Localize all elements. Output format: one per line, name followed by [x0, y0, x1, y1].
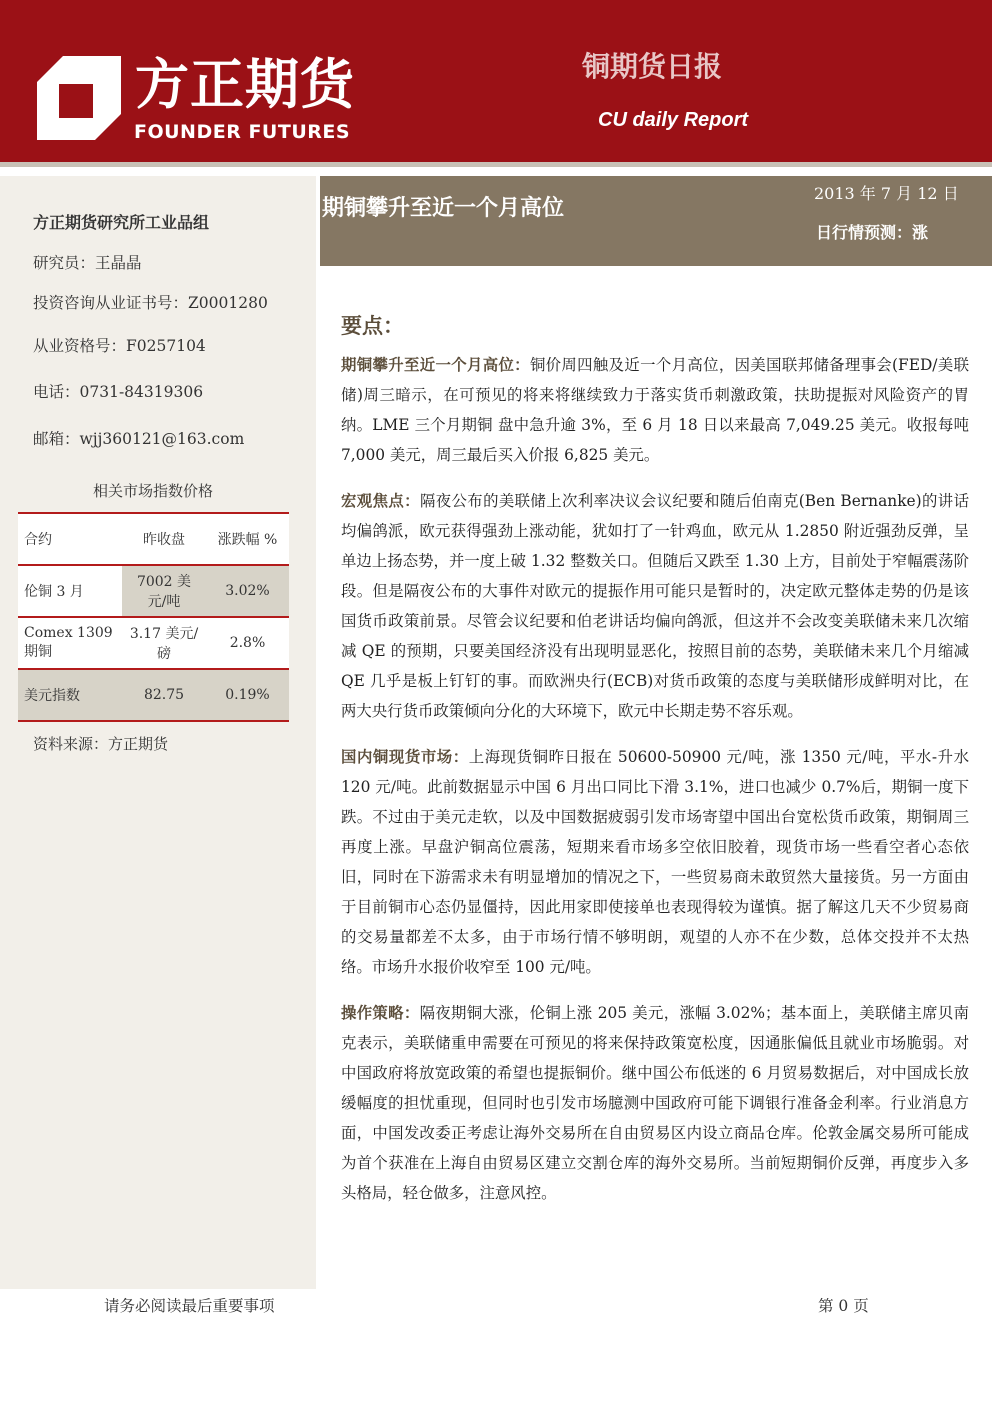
license-number: 投资咨询从业证书号：Z0001280 [33, 294, 268, 312]
row-change: 3.02% [206, 565, 289, 617]
row-close: 3.17 美元/磅 [122, 617, 206, 669]
paragraph-copper-high [341, 350, 969, 470]
logo-english: FOUNDER FUTURES [134, 121, 351, 143]
daily-forecast: 日行情预测：涨 [816, 223, 929, 242]
qualification-number: 从业资格号：F0257104 [33, 337, 206, 355]
paragraph-text: 铜价周四触及近一个月高位，因美国联邦储备理事会(FED/美联储)周三暗示，在可预见的将来将继续致力于落实货币刺激政策，扶助提振对风险资产的胃纳。LME 三个月期铜 盘中急升逾 3%，至 6 月 18 日以来最高 7,049.25 美元。收报每吨 7,000 美元，周三最后买入价报 6,825 美元。 [341, 356, 969, 464]
footer-notice: 请务必阅读最后重要事项 [104, 1297, 275, 1315]
key-points-heading: 要点： [341, 314, 404, 338]
row-contract: 伦铜 3 月 [18, 565, 122, 617]
report-title-en: CU daily Report [598, 109, 749, 131]
row-change: 0.19% [206, 669, 289, 721]
main-content [341, 308, 969, 1224]
paragraph-lead: 国内铜现货市场： [341, 748, 469, 766]
researcher-name: 研究员：王晶晶 [33, 254, 142, 272]
founder-logo-icon [37, 56, 121, 140]
market-index-table [18, 512, 289, 722]
header-close: 昨收盘 [122, 513, 206, 565]
paragraph-lead: 操作策略： [341, 1004, 420, 1022]
paragraph-macro [341, 486, 969, 726]
data-source: 资料来源：方正期货 [33, 735, 169, 753]
paragraph-lead: 宏观焦点： [341, 492, 420, 510]
row-change: 2.8% [206, 617, 289, 669]
table-header-row [18, 513, 289, 565]
table-row [18, 565, 289, 617]
table-row [18, 669, 289, 721]
header-contract: 合约 [18, 513, 122, 565]
row-close: 82.75 [122, 669, 206, 721]
row-contract: 美元指数 [18, 669, 122, 721]
row-close: 7002 美元/吨 [122, 565, 206, 617]
paragraph-text: 隔夜公布的美联储上次利率决议会议纪要和随后伯南克(Ben Bernanke)的讲话均偏鸽派，欧元获得强劲上涨动能，犹如打了一针鸡血，欧元从 1.2850 附近强劲反弹，呈单边上扬态势，并一度上破 1.32 整数关口。但随后又跌至 1.30 上方，目前处于窄幅震荡阶段。但是隔夜公布的大事件对欧元的提振作用可能只是暂时的，决定欧元整体走势的仍是该国货币政策前景。尽管会议纪要和伯老讲话均偏向鸽派，但这并不会改变美联储未来几次缩减 QE 的预期，只要美国经济没有出现明显恶化，按照目前的态势，美联储未来几个月缩减 QE 几乎是板上钉钉的事。而欧洲央行(ECB)对货币政策的态度与美联储形成鲜明对比，在两大央行货币政策倾向分化的大环境下，欧元中长期走势不容乐观。 [341, 492, 969, 720]
report-title-cn: 铜期货日报 [582, 50, 723, 83]
paragraph-strategy [341, 998, 969, 1208]
paragraph-text: 上海现货铜昨日报在 50600-50900 元/吨，涨 1350 元/吨，平水-升水 120 元/吨。此前数据显示中国 6 月出口同比下滑 3.1%，进口也减少 0.7%后，期铜一度下跌。不过由于美元走软，以及中国数据疲弱引发市场寄望中国出台宽松货币政策，期铜周三再度上涨。早盘沪铜高位震荡，短期来看市场多空依旧胶着，现货市场一些看空者心态依旧，同时在下游需求未有明显增加的情况之下，一些贸易商未敢贸然大量接货。另一方面由于目前铜市心态仍显僵持，因此用家即使接单也表现得较为谨慎。据了解这几天不少贸易商的交易量都差不太多，由于市场行情不够明朗，观望的人亦不在少数，总体交投并不太热络。市场升水报价收窄至 100 元/吨。 [341, 748, 969, 976]
research-group: 方正期货研究所工业品组 [33, 213, 210, 232]
report-date: 2013 年 7 月 12 日 [814, 184, 959, 203]
table-row [18, 617, 289, 669]
paragraph-spot-market [341, 742, 969, 982]
page-number: 第 0 页 [818, 1297, 869, 1315]
header-divider [0, 162, 992, 167]
paragraph-lead: 期铜攀升至近一个月高位： [341, 356, 530, 374]
paragraph-text: 隔夜期铜大涨，伦铜上涨 205 美元，涨幅 3.02%；基本面上，美联储主席贝南克表示，美联储重申需要在可预见的将来保持政策宽松度，因通胀偏低且就业市场脆弱。对中国政府将放宽政策的希望也提振铜价。继中国公布低迷的 6 月贸易数据后，对中国成长放缓幅度的担忧重现，但同时也引发市场臆测中国政府可能下调银行准备金利率。行业消息方面，中国发改委正考虑让海外交易所在自由贸易区内设立商品仓库。伦敦金属交易所可能成为首个获准在上海自由贸易区建立交割仓库的海外交易所。当前短期铜价反弹，再度步入多头格局，轻仓做多，注意风控。 [341, 1004, 969, 1202]
table-caption: 相关市场指数价格 [92, 482, 213, 500]
phone-number: 电话：0731-84319306 [33, 383, 204, 401]
main-headline: 期铜攀升至近一个月高位 [322, 196, 565, 221]
row-contract: Comex 1309 期铜 [18, 617, 122, 669]
logo-chinese: 方正期货 [135, 53, 355, 116]
header-change: 涨跌幅 % [206, 513, 289, 565]
email-address: 邮箱：wjj360121@163.com [33, 430, 245, 448]
